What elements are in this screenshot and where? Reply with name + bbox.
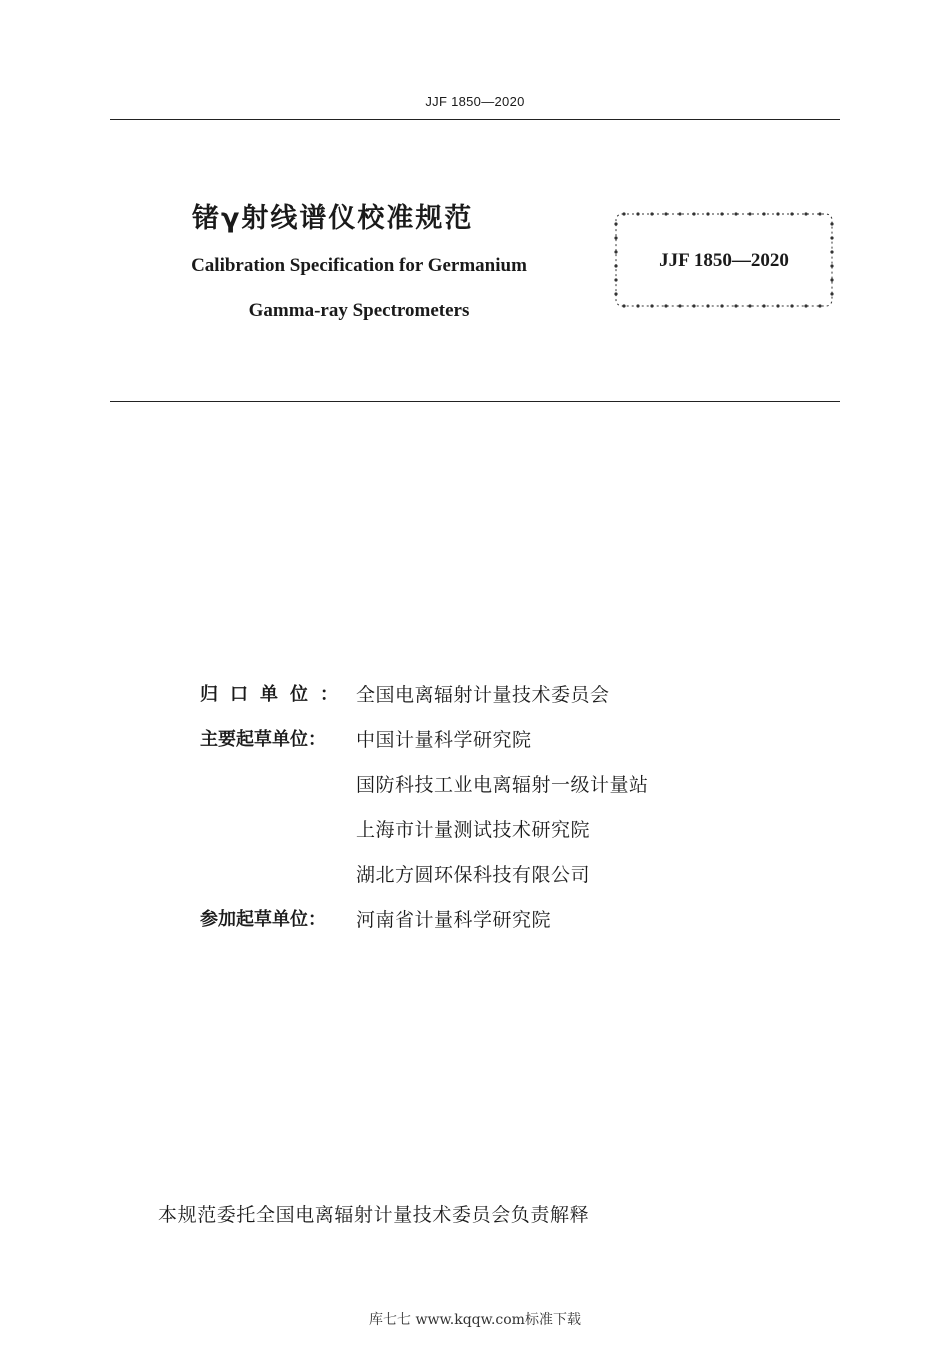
main-drafting-unit: 上海市计量测试技术研究院 [356, 819, 591, 841]
border-dot [830, 292, 833, 295]
main-drafting-row [200, 770, 760, 815]
border-dot [706, 212, 709, 215]
border-dot [650, 212, 653, 215]
border-dot [804, 212, 807, 215]
running-header-code: JJF 1850—2020 [425, 94, 525, 109]
border-dot [720, 212, 723, 215]
main-drafting-row [200, 860, 760, 905]
interpretation-note: 本规范委托全国电离辐射计量技术委员会负责解释 [158, 1204, 590, 1226]
header-rule [110, 119, 840, 120]
standard-code: JJF 1850—2020 [659, 250, 789, 271]
border-dot [762, 212, 765, 215]
document-title-english-line-2: Gamma-ray Spectrometers [248, 300, 470, 321]
border-dot [790, 212, 793, 215]
border-dot [614, 236, 617, 239]
border-dot [636, 212, 639, 215]
border-dot [776, 212, 779, 215]
border-dot [706, 304, 709, 307]
footer-watermark: 库七七 www.kqqw.com标准下载 [369, 1312, 581, 1328]
section-rule [110, 401, 840, 402]
document-title-english-line-1: Calibration Specification for Germanium [191, 255, 527, 276]
border-dot [650, 304, 653, 307]
main-drafting-row [200, 725, 760, 770]
border-dot [830, 222, 833, 225]
border-dot [614, 222, 617, 225]
border-dot [748, 212, 751, 215]
responsible-unit-label: 归口单位： [200, 684, 350, 705]
border-dot [614, 292, 617, 295]
border-dot [664, 212, 667, 215]
border-dot [678, 304, 681, 307]
border-dot [734, 212, 737, 215]
main-drafting-row [200, 815, 760, 860]
border-dot [622, 304, 625, 307]
participating-unit-label: 参加起草单位： [200, 909, 326, 930]
border-dot [678, 212, 681, 215]
participating-unit-value: 河南省计量科学研究院 [356, 909, 552, 931]
border-dot [692, 212, 695, 215]
participating-unit-row [200, 905, 760, 950]
border-dot [818, 212, 821, 215]
main-drafting-unit: 湖北方圆环保科技有限公司 [356, 864, 591, 886]
main-drafting-unit: 中国计量科学研究院 [356, 729, 532, 751]
border-dot [804, 304, 807, 307]
border-dot [776, 304, 779, 307]
border-dot [748, 304, 751, 307]
border-dot [830, 278, 833, 281]
border-dot [734, 304, 737, 307]
main-drafting-label: 主要起草单位： [200, 729, 326, 750]
border-dot [664, 304, 667, 307]
drafting-organizations [200, 680, 760, 950]
standard-code-box [614, 212, 834, 308]
responsible-unit-value: 全国电离辐射计量技术委员会 [356, 684, 610, 706]
document-title-chinese: 锗γ射线谱仪校准规范 [192, 203, 474, 234]
border-dot [818, 304, 821, 307]
border-dot [622, 212, 625, 215]
border-dot [614, 278, 617, 281]
border-dot [692, 304, 695, 307]
border-dot [830, 236, 833, 239]
border-dot [762, 304, 765, 307]
border-dot [720, 304, 723, 307]
border-dot [636, 304, 639, 307]
responsible-unit-row [200, 680, 760, 725]
main-drafting-unit: 国防科技工业电离辐射一级计量站 [356, 774, 649, 796]
border-dot [790, 304, 793, 307]
